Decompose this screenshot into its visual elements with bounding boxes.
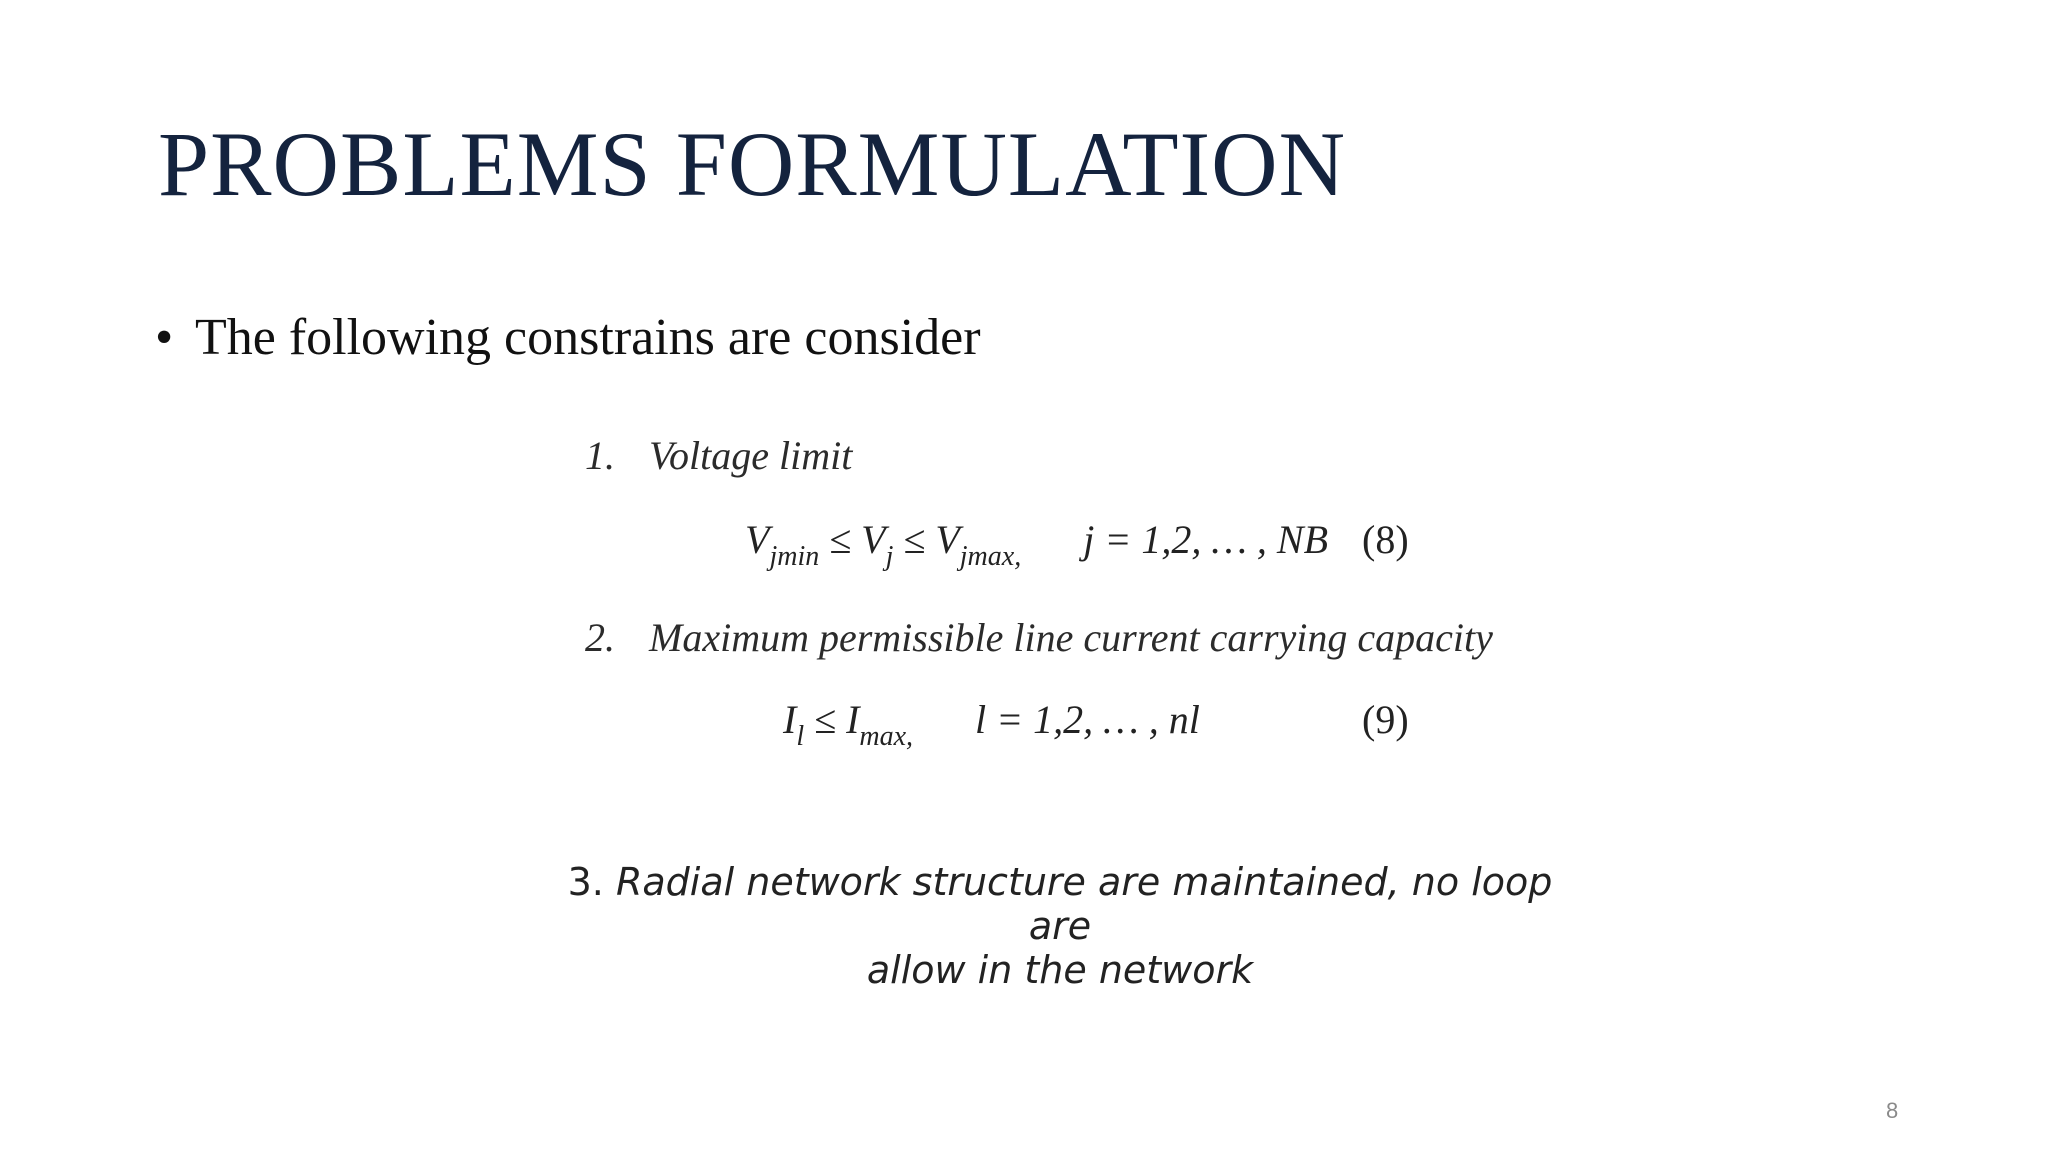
eq9-index: l = 1,2, … , nl — [975, 697, 1200, 742]
item3-text-line1: Radial network structure are maintained, no loop are — [615, 860, 1553, 948]
eq8-mid-var: V — [861, 517, 886, 562]
eq8-le2: ≤ — [903, 517, 926, 562]
page-number: 8 — [1886, 1098, 1899, 1123]
equation-8-number: (8) — [1362, 517, 1409, 562]
item3-text-line2: allow in the network — [866, 948, 1254, 992]
item3-number: 3. — [567, 860, 604, 904]
item-text: Maximum permissible line current carrying capacity — [649, 615, 1493, 660]
eq8-le1: ≤ — [829, 517, 852, 562]
item-number: 2. — [585, 615, 615, 660]
equation-9 — [783, 697, 1200, 752]
equation-panel — [585, 420, 1493, 872]
bullet-text: The following constrains are consider — [195, 309, 981, 366]
eq8-lhs-var: V — [745, 517, 770, 562]
eq9-rhs-var: I — [846, 697, 860, 742]
slide-title: PROBLEMS FORMULATION — [158, 113, 1347, 215]
bullet-icon: • — [155, 309, 174, 366]
constraint-item-voltage — [585, 433, 853, 478]
eq9-lhs-sub: l — [796, 721, 805, 752]
constraint-item-current — [585, 615, 1493, 660]
eq8-rhs-var: V — [935, 517, 960, 562]
eq8-lhs-sub: jmin — [769, 541, 820, 572]
eq8-mid-sub: j — [885, 541, 894, 572]
eq9-lhs-var: I — [783, 697, 797, 742]
equation-9-number: (9) — [1362, 697, 1409, 742]
item-number: 1. — [585, 433, 615, 478]
equation-8 — [745, 517, 1329, 572]
eq9-le: ≤ — [814, 697, 837, 742]
eq9-rhs-sub: max, — [859, 721, 914, 752]
constraint-item-radial — [560, 860, 1560, 992]
eq8-index: j = 1,2, … , NB — [1083, 517, 1329, 562]
eq8-rhs-sub: jmax, — [959, 541, 1022, 572]
bullet-item — [155, 309, 981, 366]
item-text: Voltage limit — [649, 433, 853, 478]
